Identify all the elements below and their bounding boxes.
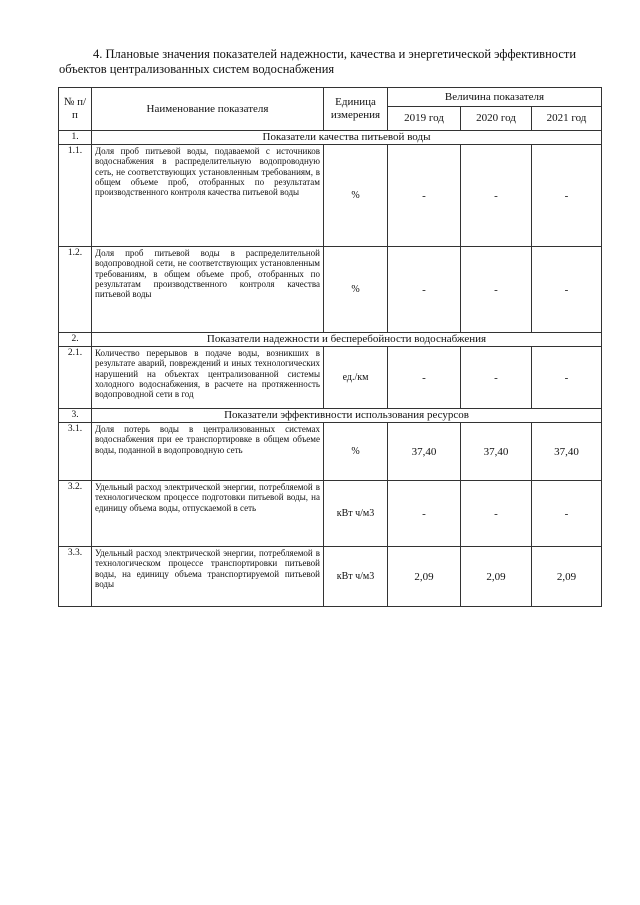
- value-2021: 2,09: [532, 547, 602, 607]
- value-2021: -: [532, 347, 602, 409]
- row-number: 3.2.: [59, 481, 92, 547]
- value-2019: -: [388, 145, 461, 247]
- value-2019: -: [388, 247, 461, 333]
- indicator-unit: кВт ч/м3: [324, 547, 388, 607]
- indicator-name: Доля потерь воды в централизованных системах водоснабжения при ее транспортировке в общем объеме воды, поданной в водопроводную сеть: [92, 423, 324, 481]
- heading-line-1: 4. Плановые значения показателей надежности, качества и энергетической эффективности: [93, 47, 577, 61]
- row-number: 1.2.: [59, 247, 92, 333]
- section-title: Показатели эффективности использования ресурсов: [92, 409, 602, 423]
- value-2020: 37,40: [461, 423, 532, 481]
- table-row: [59, 347, 602, 409]
- value-2021: -: [532, 481, 602, 547]
- indicator-unit: кВт ч/м3: [324, 481, 388, 547]
- row-number: 3.1.: [59, 423, 92, 481]
- value-2019: -: [388, 481, 461, 547]
- value-2021: 37,40: [532, 423, 602, 481]
- section-title: Показатели качества питьевой воды: [92, 131, 602, 145]
- indicator-unit: %: [324, 247, 388, 333]
- header-year-2019: 2019 год: [388, 107, 461, 131]
- table-header-row: [59, 88, 602, 107]
- table-row: [59, 481, 602, 547]
- row-number: 3.3.: [59, 547, 92, 607]
- indicator-unit: ед./км: [324, 347, 388, 409]
- indicator-name: Доля проб питьевой воды в распределительной водопроводной сети, не соответствующих установленным требованиям, в общем объеме проб, отобранных по результатам производственного контроля качества питьевой воды: [92, 247, 324, 333]
- value-2020: -: [461, 347, 532, 409]
- table-row: [59, 547, 602, 607]
- value-2020: -: [461, 481, 532, 547]
- indicator-unit: %: [324, 423, 388, 481]
- header-year-2020: 2020 год: [461, 107, 532, 131]
- heading-line-2: объектов централизованных систем водоснабжения: [59, 62, 335, 76]
- value-2019: 2,09: [388, 547, 461, 607]
- table-row: [59, 423, 602, 481]
- header-num: № п/п: [59, 88, 92, 131]
- indicator-name: Количество перерывов в подаче воды, возникших в результате аварий, повреждений и иных технологических нарушений на объектах централизованной системы холодного водоснабжения, в расчете на протяженность водопроводной сети в год: [92, 347, 324, 409]
- header-year-2021: 2021 год: [532, 107, 602, 131]
- value-2019: -: [388, 347, 461, 409]
- section-row: [59, 333, 602, 347]
- indicator-name: Удельный расход электрической энергии, потребляемой в технологическом процессе подготовки питьевой воды, на единицу объема воды, отпускаемой в сеть: [92, 481, 324, 547]
- indicator-name: Удельный расход электрической энергии, потребляемой в технологическом процессе транспортировки питьевой воды, на единицу объема транспортируемой питьевой воды: [92, 547, 324, 607]
- header-value-group: Величина показателя: [388, 88, 602, 107]
- section-row: [59, 409, 602, 423]
- section-number: 1.: [59, 131, 92, 145]
- value-2020: 2,09: [461, 547, 532, 607]
- indicators-table: [58, 87, 602, 607]
- section-row: [59, 131, 602, 145]
- value-2020: -: [461, 247, 532, 333]
- row-number: 2.1.: [59, 347, 92, 409]
- header-unit: Единица измерения: [324, 88, 388, 131]
- section-title: Показатели надежности и бесперебойности водоснабжения: [92, 333, 602, 347]
- header-name: Наименование показателя: [92, 88, 324, 131]
- section-number: 3.: [59, 409, 92, 423]
- value-2019: 37,40: [388, 423, 461, 481]
- table-row: [59, 145, 602, 247]
- section-number: 2.: [59, 333, 92, 347]
- indicator-name: Доля проб питьевой воды, подаваемой с источников водоснабжения в распределительную водопроводную сеть, не соответствующих установленным требованиям, в общем объеме проб, отобранных по результатам производственного контроля качества питьевой воды: [92, 145, 324, 247]
- document-heading: [59, 47, 604, 77]
- indicator-unit: %: [324, 145, 388, 247]
- row-number: 1.1.: [59, 145, 92, 247]
- value-2021: -: [532, 145, 602, 247]
- table-row: [59, 247, 602, 333]
- value-2021: -: [532, 247, 602, 333]
- value-2020: -: [461, 145, 532, 247]
